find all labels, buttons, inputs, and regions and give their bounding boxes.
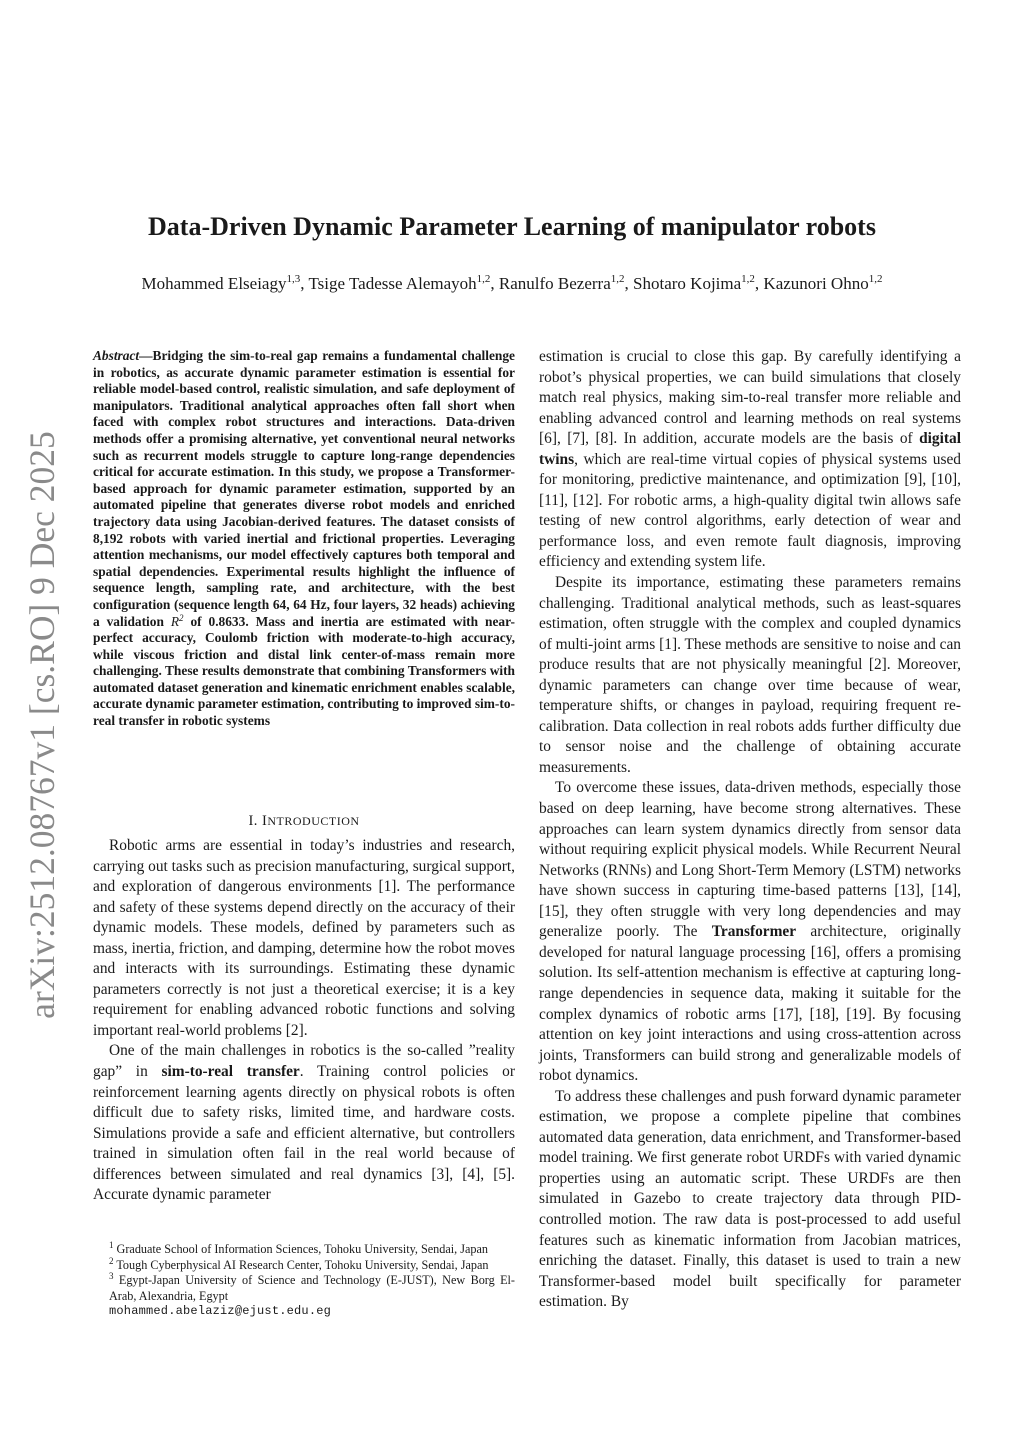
footnote: $^1$ Graduate School of Information Sciences, Tohoku University, Sendai, Japan xyxy=(109,1240,489,1256)
introduction-left-column xyxy=(93,836,515,1206)
r-squared-symbol: $R^2$ xyxy=(170,612,184,629)
paragraph: Robotic arms are essential in today’s industries and research, carrying out tasks such as precision manufacturing, surgical support, and exploration of dangerous environments [1]. The performance and safety of these systems depend directly on the accuracy of their dynamic models. These models, defined by parameters such as mass, inertia, friction, and damping, determine how the robot moves and interacts with its surroundings. Estimating these dynamic parameters correctly is not just a theoretical exercise; it is a key requirement for enabling advanced robotic functions and solving important real-world problems [2]. xyxy=(93,837,516,1039)
arxiv-identifier: arXiv:2512.08767v1 [cs.RO] 9 Dec 2025 xyxy=(22,431,62,1019)
footnotes xyxy=(93,1242,515,1320)
abstract-label: Abstract xyxy=(93,348,140,363)
author: Mohammed Elseiagy$^{1,3}$, xyxy=(141,273,309,293)
author: Tsige Tadesse Alemayoh$^{1,2}$, xyxy=(308,273,499,293)
emphasis-transformer: Transformer xyxy=(711,923,797,941)
paragraph: Despite its importance, estimating these parameters remains challenging. Traditional analytical methods, such as least-squares estimation, often struggle with the complex and coupled dynamics of multi-joint arms [1]. These methods are sensitive to noise and can produce results that are not physically meaningful [2]. Moreover, dynamic parameters can change over time because of wear, temperature shifts, or changes in payload, requiring frequent re-calibration. Data collection in real robots adds further difficulty due to sensor noise and the challenge of obtaining accurate measurements. xyxy=(539,574,962,776)
paper-title: Data-Driven Dynamic Parameter Learning of manipulator robots xyxy=(148,212,876,241)
author-email: mohammed.abelaziz@ejust.edu.eg xyxy=(109,1304,332,1319)
introduction-right-column xyxy=(539,347,961,1313)
author-list xyxy=(0,274,1024,294)
abstract-text-continued: of 0.8633. Mass and inertia are estimated with near-perfect accuracy, Coulomb friction with moderate-to-high accuracy, while viscous friction and distal link center-of-mass remain more challenging. These results demonstrate that combining Transformers with automated dataset generation and kinematic enrichment enables scalable, accurate dynamic parameter estimation, contributing to improved sim-to-real transfer in robotic systems xyxy=(93,613,515,729)
paragraph: To address these challenges and push forward dynamic parameter estimation, we propose a complete pipeline that combines automated data generation, data enrichment, and Transformer-based model training. We first generate robot URDFs with varied dynamic properties using an automatic script. These URDFs are then simulated in Gazebo to create trajectory data through PID-controlled motion. The raw data is post-processed to add useful features such as kinematic information from Jacobian matrices, enriching the dataset. Finally, this dataset is used to train a new Transformer-based model built specifically for parameter estimation. By xyxy=(539,1087,961,1311)
emphasis-sim-to-real: sim-to-real transfer xyxy=(161,1063,300,1081)
author: Kazunori Ohno$^{1,2}$ xyxy=(763,273,883,293)
emphasis-digital-twins: digital twins xyxy=(539,430,961,468)
author: Shotaro Kojima$^{1,2}$, xyxy=(633,273,764,293)
footnote: $^3$ Egypt-Japan University of Science and Technology (E-JUST), New Borg El-Arab, Alexandria, Egypt xyxy=(109,1271,515,1303)
paragraph: estimation is crucial to close this gap. By carefully identifying a robot’s physical properties, we can build simulations that closely match real physics, making sim-to-real transfer more reliable and enabling advanced control and learning methods on real systems [6], [7], [8]. In addition, accurate models are the basis of digital twins, which are real-time virtual copies of physical systems used for monitoring, predictive maintenance, and optimization [9], [10], [11], [12]. For robotic arms, a high-quality digital twin allows safe testing of new control algorithms, early detection of wear and performance loss, and even remote fault diagnosis, improving efficiency and extending system life. xyxy=(539,348,961,571)
footnote: $^2$ Tough Cyberphysical AI Research Center, Tohoku University, Sendai, Japan xyxy=(109,1255,489,1272)
paragraph: One of the main challenges in robotics is the so-called ”reality gap” in sim-to-real transfer. Training control policies or reinforcement learning agents directly on physical robots is often difficult due to safety risks, limited time, and hardware costs. Simulations provide a safe and efficient alternative, but controllers trained in simulation often fail in the real world because of differences between simulated and real dynamics [3], [4], [5]. Accurate dynamic parameter xyxy=(93,1042,515,1204)
abstract: Abstract—Bridging the sim-to-real gap remains a fundamental challenge in robotics, as accurate dynamic parameter estimation is essential for reliable model-based control, realistic simulation, and safe deployment of manipulators. Traditional analytical approaches often fall short when faced with complex robot structures and interactions. Data-driven methods offer a promising alternative, yet conventional neural networks such as recurrent models struggle to capture long-range dependencies critical for accurate estimation. In this study, we propose a Transformer-based approach for dynamic parameter estimation, supported by an automated pipeline that generates diverse robot models and enriched trajectory data using Jacobian-derived features. The dataset consists of 8,192 robots with varied inertial and frictional properties. Leveraging attention mechanisms, our model effectively captures both temporal and spatial dependencies. Experimental results highlight the influence of sequence length, sampling rate, and architecture, with the best configuration (sequence length 64, 64 Hz, four layers, 32 heads) achieving a validation $R^2$ of 0.8633. Mass and inertia are estimated with near-perfect accuracy, Coulomb friction with moderate-to-high accuracy, while viscous friction and distal link center-of-mass remain more challenging. These results demonstrate that combining Transformers with automated dataset generation and kinematic enrichment enables scalable, accurate dynamic parameter estimation, contributing to improved sim-to-real transfer in robotic systems xyxy=(93,348,515,729)
paragraph: To overcome these issues, data-driven methods, especially those based on deep learning, have become strong alternatives. These approaches can learn system dynamics directly from sensor data without requiring explicit physical models. While Recurrent Neural Networks (RNNs) and Long Short-Term Memory (LSTM) networks have shown success in capturing time-based patterns [13], [14], [15], they often struggle with very long dependencies and may generalize poorly. The Transformer architecture, originally developed for natural language processing [16], offers a promising solution. Its self-attention mechanism is effective at capturing long-range dependencies in sequence data, making it suitable for the complex dynamics of robotic arms [17], [18], [19]. By focusing attention on key joint interactions and using cross-attention across joints, Transformers can build strong and generalizable models of robot dynamics. xyxy=(539,779,961,1085)
section-heading-introduction: I. INTRODUCTION xyxy=(248,813,360,829)
author: Ranulfo Bezerra$^{1,2}$, xyxy=(498,273,634,293)
abstract-text: Bridging the sim-to-real gap remains a fundamental challenge in robotics, as accurate dynamic parameter estimation is essential for reliable model-based control, realistic simulation, and safe deployment of manipulators. Traditional analytical approaches often fall short when faced with complex robot structures and interactions. Data-driven methods offer a promising alternative, yet conventional neural networks such as recurrent models struggle to capture long-range dependencies critical for accurate estimation. In this study, we propose a Transformer-based approach for dynamic parameter estimation, supported by an automated pipeline that generates diverse robot models and enriched trajectory data using Jacobian-derived features. The dataset consists of 8,192 robots with varied inertial and frictional properties. Leveraging attention mechanisms, our model effectively captures both temporal and spatial dependencies. Experimental results highlight the influence of sequence length, sampling rate, and architecture, with the best configuration (sequence length 64, 64 Hz, four layers, 32 heads) achieving a validation xyxy=(93,348,515,629)
arxiv-sidebar-stamp xyxy=(12,430,72,1020)
